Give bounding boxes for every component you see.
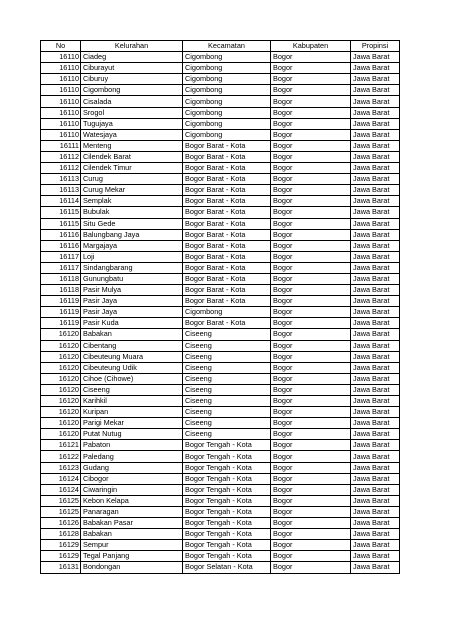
cell-kabupaten: Bogor [271,529,351,540]
cell-kelurahan: Parigi Mekar [81,418,183,429]
header-kelurahan: Kelurahan [81,41,183,52]
cell-kecamatan: Ciseeng [183,407,271,418]
cell-no: 16124 [41,473,81,484]
cell-kelurahan: Ciseeng [81,384,183,395]
cell-kabupaten: Bogor [271,362,351,373]
cell-kelurahan: Karihkil [81,396,183,407]
cell-kelurahan: Sindangbarang [81,262,183,273]
cell-kecamatan: Bogor Barat - Kota [183,151,271,162]
cell-propinsi: Jawa Barat [351,218,400,229]
table-row [41,473,400,484]
cell-no: 16120 [41,407,81,418]
table-row [41,396,400,407]
table-row [41,185,400,196]
cell-kabupaten: Bogor [271,518,351,529]
cell-propinsi: Jawa Barat [351,163,400,174]
table-row [41,551,400,562]
cell-propinsi: Jawa Barat [351,74,400,85]
table-row [41,340,400,351]
cell-propinsi: Jawa Barat [351,318,400,329]
cell-no: 16110 [41,74,81,85]
cell-kecamatan: Cigombong [183,307,271,318]
table-row [41,518,400,529]
cell-kelurahan: Kuripan [81,407,183,418]
table-row [41,296,400,307]
cell-propinsi: Jawa Barat [351,351,400,362]
cell-kabupaten: Bogor [271,273,351,284]
cell-kecamatan: Bogor Barat - Kota [183,251,271,262]
cell-kelurahan: Bondongan [81,562,183,573]
cell-propinsi: Jawa Barat [351,207,400,218]
cell-kabupaten: Bogor [271,218,351,229]
cell-kelurahan: Cihoe (Cihowe) [81,373,183,384]
cell-kecamatan: Ciseeng [183,373,271,384]
cell-kelurahan: Pasir Jaya [81,296,183,307]
cell-no: 16120 [41,373,81,384]
cell-no: 16120 [41,362,81,373]
cell-kecamatan: Cigombong [183,107,271,118]
cell-kecamatan: Ciseeng [183,340,271,351]
cell-kabupaten: Bogor [271,540,351,551]
cell-propinsi: Jawa Barat [351,196,400,207]
table-row [41,329,400,340]
cell-no: 16120 [41,329,81,340]
cell-kecamatan: Cigombong [183,85,271,96]
table-row [41,107,400,118]
cell-kecamatan: Bogor Tengah - Kota [183,440,271,451]
cell-no: 16114 [41,196,81,207]
table-row [41,129,400,140]
cell-kabupaten: Bogor [271,562,351,573]
cell-kelurahan: Panaragan [81,506,183,517]
cell-kelurahan: Curug Mekar [81,185,183,196]
cell-kelurahan: Pasir Jaya [81,307,183,318]
cell-kabupaten: Bogor [271,196,351,207]
cell-no: 16110 [41,107,81,118]
cell-kelurahan: Cilendek Barat [81,151,183,162]
cell-kelurahan: Ciburayut [81,63,183,74]
cell-propinsi: Jawa Barat [351,384,400,395]
cell-propinsi: Jawa Barat [351,118,400,129]
cell-propinsi: Jawa Barat [351,551,400,562]
cell-kabupaten: Bogor [271,396,351,407]
cell-propinsi: Jawa Barat [351,151,400,162]
cell-no: 16120 [41,384,81,395]
cell-kecamatan: Bogor Tengah - Kota [183,462,271,473]
cell-kecamatan: Bogor Tengah - Kota [183,495,271,506]
cell-kecamatan: Bogor Tengah - Kota [183,518,271,529]
cell-kabupaten: Bogor [271,307,351,318]
postal-code-table [40,40,400,574]
cell-no: 16110 [41,52,81,63]
cell-kelurahan: Gunungbatu [81,273,183,284]
cell-no: 16120 [41,396,81,407]
cell-no: 16110 [41,129,81,140]
table-row [41,440,400,451]
cell-propinsi: Jawa Barat [351,185,400,196]
cell-kelurahan: Balungbang Jaya [81,229,183,240]
cell-propinsi: Jawa Barat [351,174,400,185]
cell-kecamatan: Bogor Tengah - Kota [183,451,271,462]
cell-propinsi: Jawa Barat [351,307,400,318]
cell-no: 16120 [41,351,81,362]
table-row [41,96,400,107]
cell-propinsi: Jawa Barat [351,562,400,573]
cell-kabupaten: Bogor [271,484,351,495]
cell-kelurahan: Cilendek Timur [81,163,183,174]
table-row [41,74,400,85]
cell-kecamatan: Bogor Barat - Kota [183,229,271,240]
cell-kelurahan: Ciburuy [81,74,183,85]
cell-no: 16121 [41,440,81,451]
cell-no: 16110 [41,63,81,74]
cell-kelurahan: Babakan [81,529,183,540]
cell-kecamatan: Bogor Barat - Kota [183,296,271,307]
cell-propinsi: Jawa Barat [351,262,400,273]
cell-kelurahan: Tugujaya [81,118,183,129]
cell-kecamatan: Bogor Barat - Kota [183,285,271,296]
cell-propinsi: Jawa Barat [351,451,400,462]
cell-kelurahan: Pasir Kuda [81,318,183,329]
cell-kecamatan: Ciseeng [183,418,271,429]
cell-no: 16117 [41,262,81,273]
cell-kabupaten: Bogor [271,551,351,562]
cell-propinsi: Jawa Barat [351,285,400,296]
cell-kabupaten: Bogor [271,107,351,118]
cell-propinsi: Jawa Barat [351,140,400,151]
cell-kelurahan: Cisalada [81,96,183,107]
table-row [41,495,400,506]
cell-kecamatan: Bogor Barat - Kota [183,196,271,207]
cell-kabupaten: Bogor [271,207,351,218]
table-row [41,140,400,151]
cell-kelurahan: Ciadeg [81,52,183,63]
cell-propinsi: Jawa Barat [351,473,400,484]
cell-kecamatan: Ciseeng [183,362,271,373]
cell-kabupaten: Bogor [271,296,351,307]
cell-propinsi: Jawa Barat [351,484,400,495]
cell-kecamatan: Cigombong [183,63,271,74]
table-row [41,218,400,229]
cell-kabupaten: Bogor [271,373,351,384]
cell-kecamatan: Bogor Barat - Kota [183,318,271,329]
cell-propinsi: Jawa Barat [351,462,400,473]
cell-propinsi: Jawa Barat [351,362,400,373]
cell-no: 16125 [41,495,81,506]
table-row [41,151,400,162]
table-row [41,362,400,373]
table-row [41,529,400,540]
cell-no: 16113 [41,174,81,185]
cell-no: 16110 [41,118,81,129]
cell-propinsi: Jawa Barat [351,96,400,107]
cell-kabupaten: Bogor [271,429,351,440]
cell-no: 16110 [41,85,81,96]
cell-kabupaten: Bogor [271,351,351,362]
cell-propinsi: Jawa Barat [351,273,400,284]
table-row [41,562,400,573]
cell-kecamatan: Bogor Barat - Kota [183,262,271,273]
cell-kabupaten: Bogor [271,506,351,517]
cell-propinsi: Jawa Barat [351,229,400,240]
header-row [41,41,400,52]
cell-kecamatan: Bogor Tengah - Kota [183,484,271,495]
cell-kecamatan: Cigombong [183,96,271,107]
cell-kabupaten: Bogor [271,473,351,484]
cell-kabupaten: Bogor [271,96,351,107]
cell-kecamatan: Bogor Tengah - Kota [183,506,271,517]
cell-no: 16118 [41,273,81,284]
table-row [41,407,400,418]
header-no: No [41,41,81,52]
table-row [41,418,400,429]
table-row [41,174,400,185]
table-row [41,163,400,174]
cell-propinsi: Jawa Barat [351,407,400,418]
cell-kecamatan: Bogor Barat - Kota [183,140,271,151]
cell-kecamatan: Bogor Barat - Kota [183,273,271,284]
table-row [41,63,400,74]
table-row [41,318,400,329]
header-propinsi: Propinsi [351,41,400,52]
cell-kecamatan: Cigombong [183,118,271,129]
cell-propinsi: Jawa Barat [351,240,400,251]
cell-no: 16119 [41,307,81,318]
cell-kabupaten: Bogor [271,451,351,462]
cell-propinsi: Jawa Barat [351,373,400,384]
cell-kecamatan: Bogor Barat - Kota [183,185,271,196]
cell-kelurahan: Sempur [81,540,183,551]
cell-kecamatan: Bogor Tengah - Kota [183,551,271,562]
cell-kecamatan: Bogor Tengah - Kota [183,473,271,484]
table-row [41,207,400,218]
table-row [41,484,400,495]
cell-kecamatan: Bogor Selatan - Kota [183,562,271,573]
cell-kabupaten: Bogor [271,418,351,429]
cell-kecamatan: Ciseeng [183,351,271,362]
cell-propinsi: Jawa Barat [351,495,400,506]
table-row [41,285,400,296]
cell-propinsi: Jawa Barat [351,329,400,340]
table-row [41,85,400,96]
table-row [41,251,400,262]
cell-no: 16119 [41,296,81,307]
cell-kelurahan: Babakan [81,329,183,340]
cell-propinsi: Jawa Barat [351,518,400,529]
cell-propinsi: Jawa Barat [351,129,400,140]
cell-kabupaten: Bogor [271,262,351,273]
cell-kecamatan: Cigombong [183,129,271,140]
cell-kabupaten: Bogor [271,118,351,129]
table-row [41,351,400,362]
cell-kabupaten: Bogor [271,407,351,418]
cell-kecamatan: Bogor Tengah - Kota [183,529,271,540]
cell-kecamatan: Ciseeng [183,396,271,407]
cell-kabupaten: Bogor [271,384,351,395]
cell-propinsi: Jawa Barat [351,52,400,63]
cell-no: 16128 [41,529,81,540]
table-row [41,506,400,517]
cell-propinsi: Jawa Barat [351,340,400,351]
cell-kelurahan: Ciwaringin [81,484,183,495]
table-row [41,118,400,129]
table-row [41,384,400,395]
cell-no: 16120 [41,429,81,440]
table-row [41,462,400,473]
table-row [41,451,400,462]
table-row [41,273,400,284]
cell-no: 16116 [41,229,81,240]
cell-kelurahan: Babakan Pasar [81,518,183,529]
cell-no: 16112 [41,163,81,174]
cell-propinsi: Jawa Barat [351,85,400,96]
cell-kabupaten: Bogor [271,151,351,162]
cell-no: 16125 [41,506,81,517]
cell-no: 16112 [41,151,81,162]
cell-kecamatan: Bogor Barat - Kota [183,163,271,174]
cell-no: 16119 [41,318,81,329]
cell-no: 16129 [41,551,81,562]
cell-kelurahan: Margajaya [81,240,183,251]
cell-no: 16110 [41,96,81,107]
cell-no: 16122 [41,451,81,462]
cell-propinsi: Jawa Barat [351,63,400,74]
cell-kelurahan: Curug [81,174,183,185]
cell-kabupaten: Bogor [271,329,351,340]
cell-kabupaten: Bogor [271,174,351,185]
cell-kecamatan: Bogor Barat - Kota [183,207,271,218]
cell-kabupaten: Bogor [271,240,351,251]
cell-propinsi: Jawa Barat [351,396,400,407]
cell-kelurahan: Situ Gede [81,218,183,229]
cell-kecamatan: Bogor Barat - Kota [183,218,271,229]
cell-kabupaten: Bogor [271,85,351,96]
cell-kecamatan: Ciseeng [183,384,271,395]
cell-kabupaten: Bogor [271,340,351,351]
cell-kelurahan: Pabaton [81,440,183,451]
cell-kelurahan: Paledang [81,451,183,462]
cell-kelurahan: Tegal Panjang [81,551,183,562]
table-row [41,307,400,318]
cell-kelurahan: Putat Nutug [81,429,183,440]
cell-kelurahan: Bubulak [81,207,183,218]
cell-kelurahan: Srogol [81,107,183,118]
cell-kelurahan: Cibentang [81,340,183,351]
cell-kecamatan: Cigombong [183,74,271,85]
cell-propinsi: Jawa Barat [351,107,400,118]
cell-kelurahan: Gudang [81,462,183,473]
header-kecamatan: Kecamatan [183,41,271,52]
table-row [41,52,400,63]
cell-no: 16118 [41,285,81,296]
cell-kabupaten: Bogor [271,163,351,174]
cell-kecamatan: Bogor Tengah - Kota [183,540,271,551]
cell-no: 16115 [41,207,81,218]
cell-kabupaten: Bogor [271,140,351,151]
cell-kabupaten: Bogor [271,52,351,63]
cell-kabupaten: Bogor [271,495,351,506]
cell-kelurahan: Menteng [81,140,183,151]
cell-no: 16117 [41,251,81,262]
cell-no: 16120 [41,418,81,429]
cell-kelurahan: Loji [81,251,183,262]
cell-kabupaten: Bogor [271,185,351,196]
cell-kelurahan: Cibeuteung Udik [81,362,183,373]
table-row [41,196,400,207]
cell-no: 16113 [41,185,81,196]
cell-no: 16124 [41,484,81,495]
cell-kabupaten: Bogor [271,440,351,451]
cell-kelurahan: Watesjaya [81,129,183,140]
cell-propinsi: Jawa Barat [351,440,400,451]
table-row [41,240,400,251]
cell-kelurahan: Semplak [81,196,183,207]
cell-no: 16131 [41,562,81,573]
table-row [41,262,400,273]
cell-kabupaten: Bogor [271,318,351,329]
cell-kecamatan: Bogor Barat - Kota [183,174,271,185]
table-row [41,229,400,240]
table-row [41,540,400,551]
cell-no: 16115 [41,218,81,229]
cell-kabupaten: Bogor [271,251,351,262]
cell-no: 16111 [41,140,81,151]
cell-no: 16129 [41,540,81,551]
cell-kecamatan: Ciseeng [183,329,271,340]
cell-propinsi: Jawa Barat [351,540,400,551]
header-kabupaten: Kabupaten [271,41,351,52]
cell-kabupaten: Bogor [271,229,351,240]
cell-kelurahan: Cibeuteung Muara [81,351,183,362]
cell-kelurahan: Pasir Mulya [81,285,183,296]
cell-no: 16126 [41,518,81,529]
cell-kabupaten: Bogor [271,462,351,473]
cell-kecamatan: Cigombong [183,52,271,63]
cell-kelurahan: Kebon Kelapa [81,495,183,506]
cell-kabupaten: Bogor [271,74,351,85]
cell-propinsi: Jawa Barat [351,506,400,517]
cell-kabupaten: Bogor [271,285,351,296]
cell-kelurahan: Cibogor [81,473,183,484]
cell-propinsi: Jawa Barat [351,418,400,429]
cell-propinsi: Jawa Barat [351,429,400,440]
cell-propinsi: Jawa Barat [351,251,400,262]
table-row [41,373,400,384]
cell-no: 16116 [41,240,81,251]
cell-no: 16120 [41,340,81,351]
cell-kabupaten: Bogor [271,129,351,140]
cell-kecamatan: Ciseeng [183,429,271,440]
cell-propinsi: Jawa Barat [351,529,400,540]
cell-kecamatan: Bogor Barat - Kota [183,240,271,251]
cell-kabupaten: Bogor [271,63,351,74]
cell-propinsi: Jawa Barat [351,296,400,307]
table-row [41,429,400,440]
cell-no: 16123 [41,462,81,473]
cell-kelurahan: Cigombong [81,85,183,96]
